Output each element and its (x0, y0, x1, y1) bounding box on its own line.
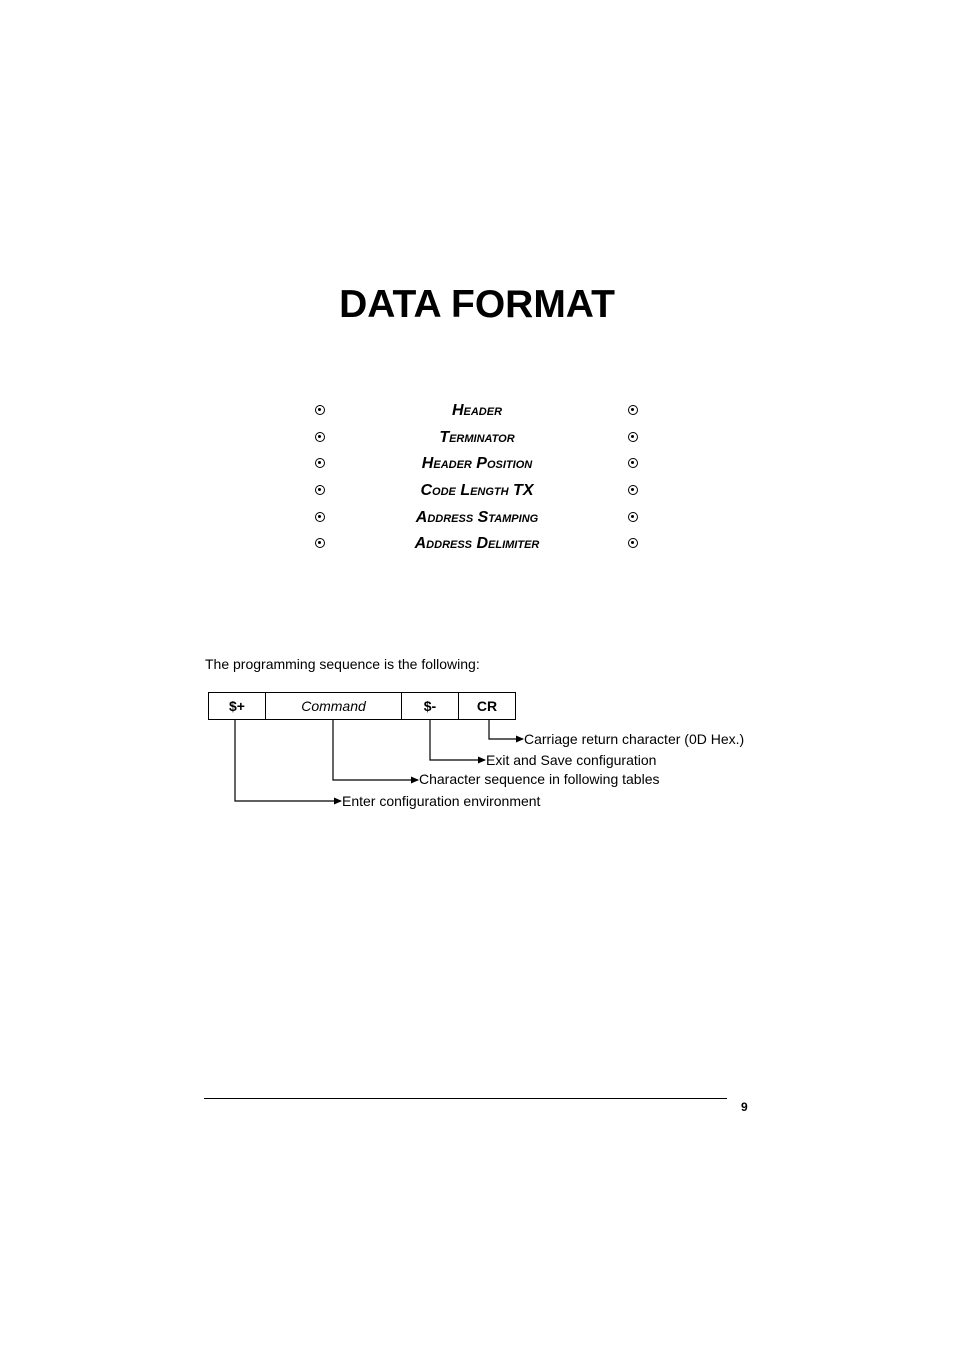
page-number: 9 (741, 1100, 748, 1114)
sequence-cell-command: Command (266, 693, 402, 720)
connector-cr (489, 720, 523, 739)
connector-enter (235, 720, 341, 801)
connector-command (333, 720, 418, 780)
note-cr: Carriage return character (0D Hex.) (524, 731, 745, 747)
intro-text: The programming sequence is the following: (205, 656, 480, 672)
sequence-cell-enter: $+ (209, 693, 266, 720)
sequence-cell-exit: $- (402, 693, 459, 720)
sequence-cell-cr: CR (459, 693, 516, 720)
page-title: DATA FORMAT (339, 283, 615, 326)
note-command: Character sequence in following tables (419, 771, 660, 787)
note-enter: Enter configuration environment (342, 793, 541, 809)
toc-item-label: Code Length TX (420, 482, 534, 499)
connector-exit (430, 720, 485, 760)
note-exit: Exit and Save configuration (486, 752, 657, 768)
toc-item-label: Header Position (421, 455, 533, 472)
toc-item-label: Header (451, 402, 503, 419)
toc-item-label: Address Stamping (415, 509, 539, 526)
footer-rule (204, 1098, 727, 1099)
toc-item-label: Terminator (439, 429, 515, 446)
toc-item-label: Address Delimiter (414, 535, 540, 552)
